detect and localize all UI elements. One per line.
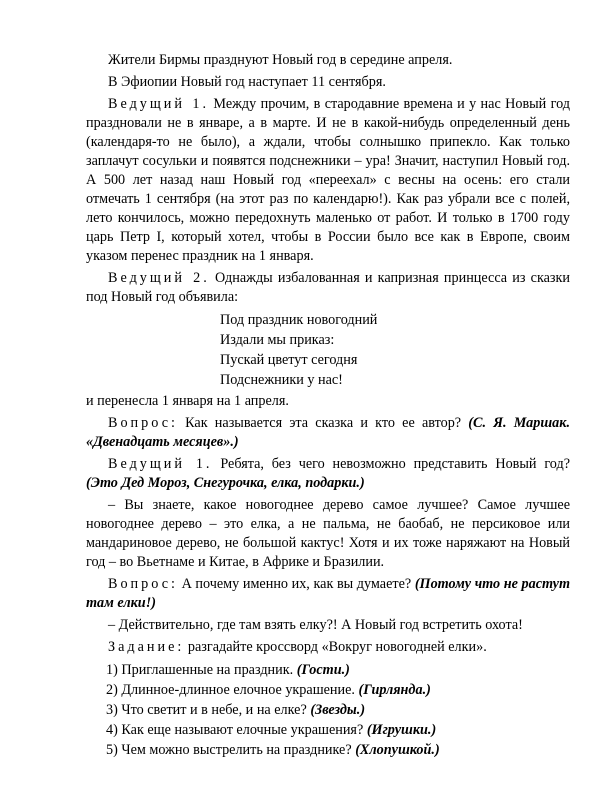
speaker-label: Ведущий 1. xyxy=(108,456,213,472)
paragraph-host1-history xyxy=(86,95,570,266)
poem xyxy=(220,310,570,390)
task-line xyxy=(86,638,570,657)
quiz-question: 5) Чем можно выстрелить на празднике? xyxy=(106,742,352,758)
crossword-questions xyxy=(86,660,570,760)
quiz-answer: (Звезды.) xyxy=(310,702,366,718)
document-body xyxy=(86,51,570,760)
speaker-label: Ведущий 1. xyxy=(108,96,210,112)
question-answer: (Это Дед Мороз, Снегурочка, елка, подарки.) xyxy=(86,475,365,491)
quiz-answer: (Гирлянда.) xyxy=(358,682,431,698)
paragraph-text: Между прочим, в стародавние времена и у нас Новый год праздновали не в январе, а в марте. И не в какой-нибудь определенный день (календаря-то не было), а ждали, чтобы солнышко припекло. Как только заплачут сосульки и появятся подснежники – ура! Значит, наступил Новый год. А 500 лет назад наш Новый год «переехал» с весны на осень: его стали отмечать 1 сентября (на этот раз по календарю!). Как раз убрали все с полей, лето кончилось, можно передохнуть маленько от работ. И только в 1700 году царь Петр I, который хотел, чтобы в России было все как в Европе, своим указом перенес праздник на 1 января. xyxy=(86,96,571,264)
paragraph-text: Однажды избалованная и капризная принцесса из сказки под Новый год объявила: xyxy=(86,270,571,305)
poem-line: Подснежники у нас! xyxy=(220,372,343,388)
quiz-question: 3) Что светит и в небе, и на елке? xyxy=(106,702,307,718)
after-poem-line: и перенесла 1 января на 1 апреля. xyxy=(86,393,289,409)
list-item xyxy=(106,680,570,700)
task-text: разгадайте кроссворд «Вокруг новогодней елки». xyxy=(187,639,487,655)
question-text: А почему именно их, как вы думаете? xyxy=(181,576,412,592)
question-answer: (Потому что не растут там елки!) xyxy=(86,576,571,611)
quiz-answer: (Гости.) xyxy=(296,662,350,678)
paragraph-best-tree: – Вы знаете, какое новогоднее дерево самое лучшее? Самое лучшее новогоднее дерево – это елка, а не пальма, не баобаб, не персиковое или мандариновое дерево, не большой кактус! Хотя и их тоже наряжают на Новый год – во Вьетнаме и Китае, в Африке и Бразилии. xyxy=(86,497,570,570)
quiz-question: 2) Длинное-длинное елочное украшение. xyxy=(106,682,355,698)
question-label: Вопрос: xyxy=(108,415,178,431)
poem-line: Под праздник новогодний xyxy=(220,312,378,328)
question-label: Вопрос: xyxy=(108,576,178,592)
paragraph-host1-question xyxy=(86,455,570,493)
list-item xyxy=(106,660,570,680)
line-burma: Жители Бирмы празднуют Новый год в середине апреля. xyxy=(108,52,453,68)
quiz-answer: (Игрушки.) xyxy=(366,722,437,738)
list-item xyxy=(106,740,570,760)
poem-line: Пускай цветут сегодня xyxy=(220,352,358,368)
quiz-question: 1) Приглашенные на праздник. xyxy=(106,662,294,678)
task-label: Задание: xyxy=(108,639,185,655)
paragraph-text: Ребята, без чего невозможно представить Новый год? xyxy=(220,456,571,472)
quiz-question: 4) Как еще называют елочные украшения? xyxy=(106,722,364,738)
paragraph-where-tree: – Действительно, где там взять елку?! А Новый год встретить охота! xyxy=(108,617,523,633)
poem-line: Издали мы приказ: xyxy=(220,332,335,348)
list-item xyxy=(106,700,570,720)
quiz-answer: (Хлопушкой.) xyxy=(355,742,440,758)
question-text: Как называется эта сказка и кто ее автор? xyxy=(185,415,462,431)
speaker-label: Ведущий 2. xyxy=(108,270,210,286)
line-ethiopia: В Эфиопии Новый год наступает 11 сентября. xyxy=(108,74,386,90)
question-2 xyxy=(86,575,570,613)
question-1 xyxy=(86,414,570,452)
question-answer: (С. Я. Маршак. «Двенадцать месяцев».) xyxy=(86,415,571,450)
list-item xyxy=(106,720,570,740)
paragraph-host2-princess xyxy=(86,269,570,307)
